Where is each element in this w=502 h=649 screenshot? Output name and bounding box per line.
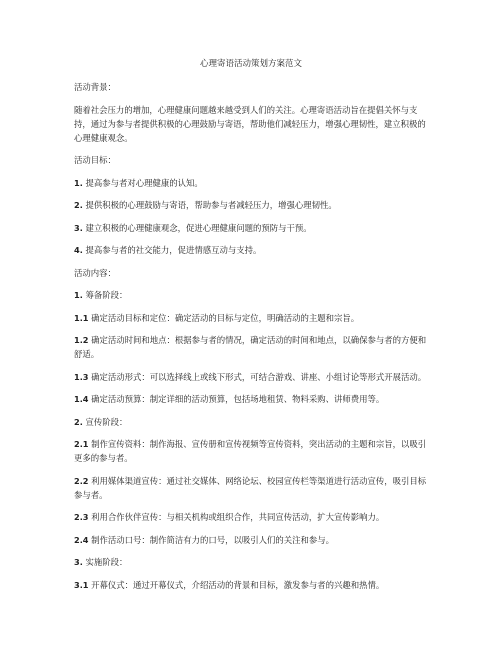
paragraph-number: 1. — [74, 177, 83, 188]
paragraph — [74, 533, 434, 547]
paragraph-number: 1.2 — [74, 335, 89, 345]
paragraph-number: 1.4 — [74, 394, 89, 404]
paragraph-text: 确定活动预算：制定详细的活动预算，包括场地租赁、物料采购、讲师费用等。 — [88, 394, 385, 404]
document-title: 心理寄语活动策划方案范文 — [199, 59, 302, 69]
paragraph-number: 2.3 — [74, 512, 89, 522]
paragraph-text: 利用媒体渠道宣传：通过社交媒体、网络论坛、校园宣传栏等渠道进行活动宣传，吸引目标参与者。 — [74, 475, 427, 500]
paragraph-text: 建立积极的心理健康观念，促进心理健康问题的预防与干预。 — [82, 222, 312, 233]
paragraph-text: 提高参与者对心理健康的认知。 — [82, 177, 203, 188]
paragraph-text: 开幕仪式：通过开幕仪式，介绍活动的背景和目标，激发参与者的兴趣和热情。 — [88, 579, 385, 590]
paragraph-text: 确定活动时间和地点：根据参与者的情况，确定活动的时间和地点，以确保参与者的方便和舒适。 — [74, 335, 427, 359]
paragraph — [74, 370, 434, 384]
paragraph-number: 2.2 — [74, 475, 89, 486]
paragraph-text: 实施阶段： — [82, 557, 128, 567]
paragraph — [74, 333, 434, 361]
document-body — [74, 80, 434, 600]
paragraph — [74, 288, 434, 302]
paragraph-number: 3. — [74, 222, 83, 233]
paragraph — [74, 221, 434, 235]
paragraph-text: 制作宣传资料：制作海报、宣传册和宣传视频等宣传资料，突出活动的主题和宗旨，以吸引更多的参与者。 — [74, 439, 427, 463]
paragraph-number: 2. — [74, 416, 83, 427]
paragraph-text: 提高参与者的社交能力，促进情感互动与支持。 — [82, 245, 262, 255]
paragraph-text: 随着社会压力的增加，心理健康问题越来越受到人们的关注。心理寄语活动旨在提倡关怀与支持，通过为参与者提供积极的心理鼓励与寄语，帮助他们减轻压力，增强心理韧性，建立积极的心理健康观念。 — [74, 104, 426, 143]
paragraph-number: 1.1 — [74, 312, 89, 323]
paragraph-number: 4. — [74, 245, 83, 255]
paragraph-number: 3.1 — [74, 579, 89, 590]
paragraph — [74, 80, 434, 94]
paragraph-text: 确定活动形式：可以选择线上或线下形式，可结合游戏、讲座、小组讨论等形式开展活动。 — [88, 371, 427, 382]
paragraph — [74, 510, 434, 524]
paragraph-text: 提供积极的心理鼓励与寄语，帮助参与者减轻压力，增强心理韧性。 — [82, 200, 337, 210]
paragraph-number: 3. — [74, 557, 83, 567]
paragraph-text: 活动背景： — [74, 82, 116, 92]
paragraph — [74, 415, 434, 429]
paragraph-text: 制作活动口号：制作简洁有力的口号，以吸引人们的关注和参与。 — [88, 534, 335, 545]
paragraph-text: 活动目标： — [74, 155, 116, 165]
paragraph — [74, 311, 434, 325]
paragraph-number: 1.3 — [74, 371, 89, 382]
paragraph — [74, 103, 434, 145]
paragraph-number: 2.4 — [74, 534, 89, 545]
paragraph-text: 筹备阶段： — [82, 290, 128, 300]
paragraph-number: 2.1 — [74, 439, 89, 449]
paragraph — [74, 392, 434, 406]
paragraph-text: 活动内容： — [74, 267, 116, 278]
paragraph-text: 宣传阶段： — [82, 416, 128, 427]
paragraph — [74, 243, 434, 257]
paragraph — [74, 474, 434, 502]
paragraph — [74, 437, 434, 465]
paragraph — [74, 266, 434, 280]
paragraph-number: 1. — [74, 290, 83, 300]
paragraph-number: 2. — [74, 200, 83, 210]
paragraph-text: 确定活动目标和定位：确定活动的目标与定位，明确活动的主题和宗旨。 — [88, 312, 360, 323]
paragraph-text: 利用合作伙伴宣传：与相关机构或组织合作，共同宣传活动，扩大宣传影响力。 — [88, 512, 385, 522]
paragraph — [74, 198, 434, 212]
paragraph — [74, 153, 434, 167]
paragraph — [74, 555, 434, 569]
paragraph — [74, 176, 434, 190]
paragraph — [74, 578, 434, 592]
